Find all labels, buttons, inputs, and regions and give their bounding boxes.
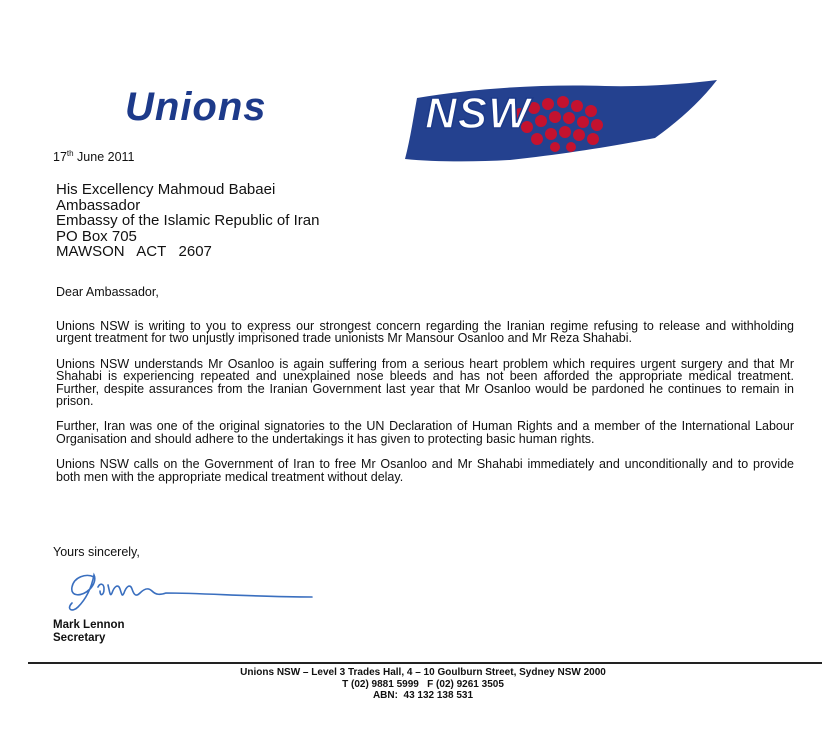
recipient-title: Ambassador	[56, 196, 141, 214]
letter-footer	[0, 667, 840, 702]
closing: Yours sincerely,	[53, 545, 140, 559]
footer-phone-fax: T (02) 9881 5999 F (02) 9261 3505	[342, 678, 504, 690]
signer-block	[53, 619, 125, 645]
letter-date	[53, 149, 135, 164]
date-day-suffix: th	[66, 149, 74, 158]
logo-text-unions: Unions	[125, 85, 267, 129]
recipient-po-box: PO Box 705	[56, 227, 137, 245]
body-paragraph: Unions NSW understands Mr Osanloo is again suffering from a serious heart problem which requires urgent surgery and that Mr Shahabi is experiencing repeated and unexplained nose bleeds and has not been afforded the appropriate medical treatment. Further, despite assurances from the Iranian Government last year that Mr Osanloo would be pardoned he continues to remain in prison.	[56, 356, 794, 409]
logo-text-nsw: NSW	[425, 89, 531, 138]
date-month-year: June 2011	[73, 150, 135, 164]
body-paragraph: Unions NSW calls on the Government of Iran to free Mr Osanloo and Mr Shahabi immediately and unconditionally and to provide both men with the appropriate medical treatment without delay.	[56, 457, 794, 484]
date-day: 17	[53, 150, 67, 164]
recipient-organisation: Embassy of the Islamic Republic of Iran	[56, 212, 320, 229]
recipient-name: His Excellency Mahmoud Babaei	[56, 181, 276, 198]
body-paragraph: Further, Iran was one of the original signatories to the UN Declaration of Human Rights and a member of the International Labour Organisation and should adhere to the undertakings it has given to protecting basic human rights.	[56, 419, 794, 446]
recipient-locality: MAWSON ACT 2607	[56, 243, 212, 260]
signer-name: Mark Lennon	[53, 619, 125, 631]
recipient-address	[56, 182, 319, 260]
unions-nsw-logo	[125, 80, 725, 162]
body-paragraph: Unions NSW is writing to you to express our strongest concern regarding the Iranian regime refusing to release and withholding urgent treatment for two unjustly imprisoned trade unionists Mr Mansour Osanloo and Mr Reza Shahabi.	[56, 319, 794, 346]
footer-address: Unions NSW – Level 3 Trades Hall, 4 – 10 Goulburn Street, Sydney NSW 2000	[240, 667, 606, 678]
handwritten-signature	[64, 563, 314, 615]
footer-abn: ABN: 43 132 138 531	[372, 690, 474, 701]
salutation: Dear Ambassador,	[56, 285, 159, 299]
signer-title: Secretary	[53, 632, 106, 644]
letter-body	[56, 320, 794, 496]
footer-divider	[28, 662, 822, 664]
